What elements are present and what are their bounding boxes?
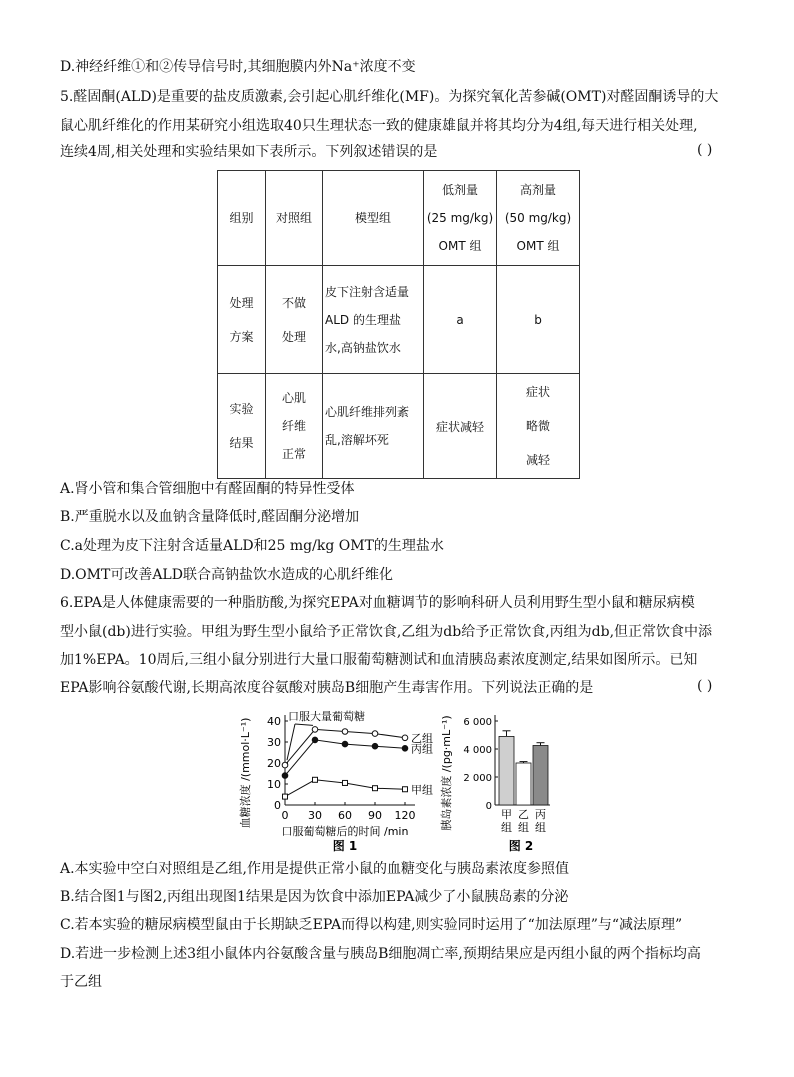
table-cell: b <box>534 312 542 327</box>
annotation-label: 口服大量葡萄糖 <box>288 710 365 723</box>
data-point <box>312 727 318 733</box>
annotation-arrow <box>295 724 313 725</box>
question-6-option-a: A.本实验中空白对照组是乙组,作用是提供正常小鼠的血糖变化与胰岛素浓度参照值 <box>60 861 570 877</box>
table-cell: 处理 方案 <box>229 295 254 344</box>
y-tick-label: 10 <box>267 778 281 791</box>
bar <box>516 763 531 805</box>
data-point <box>402 735 408 741</box>
table-cell: a <box>456 312 464 327</box>
data-point <box>283 794 288 799</box>
x-axis-label: 口服葡萄糖后的时间 /min <box>281 825 409 838</box>
y-tick-label: 40 <box>267 715 281 728</box>
y-tick-label: 4 000 <box>463 745 492 756</box>
table-cell-box <box>323 374 424 479</box>
data-point <box>282 762 288 768</box>
table-cell-box <box>424 374 497 479</box>
x-tick-label: 30 <box>308 809 322 822</box>
y-tick-label: 6 000 <box>463 717 492 728</box>
x-tick-label: 120 <box>394 809 416 822</box>
table-row-label <box>218 374 266 479</box>
y-tick-label: 0 <box>485 801 492 812</box>
data-point <box>342 741 348 747</box>
question-5-answer-blank: ( ) <box>697 142 713 158</box>
table-cell: 症状 略微 减轻 <box>525 385 550 467</box>
bar <box>533 746 548 806</box>
question-5-stem-line-1: 5.醛固酮(ALD)是重要的盐皮质激素,会引起心肌纤维化(MF)。为探究氧化苦参碱(OMT)对醛固酮诱导的大 <box>60 89 719 105</box>
y-tick-label: 20 <box>267 757 281 770</box>
table-header-high-dose <box>497 171 580 266</box>
x-tick-label: 90 <box>368 809 382 822</box>
question-4-option-d: D.神经纤维①和②传导信号时,其细胞膜内外Na⁺浓度不变 <box>60 59 416 75</box>
bar <box>499 736 514 805</box>
table-cell: 实验 结果 <box>229 402 254 450</box>
table-cell-box <box>266 266 323 374</box>
data-point <box>372 731 378 737</box>
figure-1-line-chart <box>235 708 450 853</box>
table-cell-box <box>424 266 497 374</box>
table-cell: 皮下注射含适量 ALD 的生理盐 水,高钠盐饮水 <box>325 284 410 355</box>
table-header-model <box>323 171 424 266</box>
table-cell-box <box>323 266 424 374</box>
question-6-option-c: C.若本实验的糖尿病模型鼠由于长期缺乏EPA而得以构建,则实验同时运用了“加法原理”与“减法原理” <box>60 917 683 933</box>
question-6-stem-line-3: 加1%EPA。10周后,三组小鼠分别进行大量口服葡萄糖测试和血清胰岛素浓度测定,结果如图所示。已知 <box>60 652 698 668</box>
x-tick-label: 60 <box>338 809 352 822</box>
table-cell: 不做 处理 <box>281 295 306 344</box>
question-5-option-c: C.a处理为皮下注射含适量ALD和25 mg/kg OMT的生理盐水 <box>60 538 444 554</box>
table-cell: 低剂量 (25 mg/kg) OMT 组 <box>426 183 494 253</box>
question-5-stem-line-3: 连续4周,相关处理和实验结果如下表所示。下列叙述错误的是 <box>60 144 438 160</box>
series-label: 丙组 <box>411 742 433 756</box>
figure-2-caption: 图 2 <box>508 839 534 853</box>
category-label: 甲组 <box>501 808 512 834</box>
figure-2-bar-chart <box>440 708 570 853</box>
question-6-option-d-line-2: 于乙组 <box>60 974 102 990</box>
table-cell: 高剂量 (50 mg/kg) OMT 组 <box>504 183 572 253</box>
question-5-option-a: A.肾小管和集合管细胞中有醛固酮的特异性受体 <box>60 481 355 497</box>
question-5-stem-line-2: 鼠心肌纤维化的作用某研究小组选取40只生理状态一致的健康雄鼠并将其均分为4组,每天进行相关处理, <box>60 118 698 134</box>
table-cell: 心肌 纤维 正常 <box>281 391 306 461</box>
y-tick-label: 2 000 <box>463 773 492 784</box>
data-point <box>372 743 378 749</box>
data-point <box>403 787 408 792</box>
table-header-control <box>266 171 323 266</box>
data-point <box>313 777 318 782</box>
figure-1-caption: 图 1 <box>332 839 358 853</box>
category-label: 丙组 <box>535 808 546 834</box>
question-6-stem-line-1: 6.EPA是人体健康需要的一种脂肪酸,为探究EPA对血糖调节的影响科研人员利用野生型小鼠和糖尿病模 <box>60 595 695 611</box>
category-label: 乙组 <box>518 808 529 834</box>
series-label: 乙组 <box>411 731 433 745</box>
data-point <box>343 780 348 785</box>
question-6-option-b: B.结合图1与图2,丙组出现图1结果是因为饮食中添加EPA减少了小鼠胰岛素的分泌 <box>60 889 569 905</box>
table-cell: 对照组 <box>275 211 312 225</box>
data-point <box>402 746 408 752</box>
data-point <box>373 786 378 791</box>
table-cell: 组别 <box>229 211 254 225</box>
y-tick-label: 30 <box>267 736 281 749</box>
y-tick-label: 0 <box>274 799 281 812</box>
table-cell-box <box>497 266 580 374</box>
data-point <box>312 737 318 743</box>
table-cell: 症状减轻 <box>435 419 484 434</box>
question-6-stem-line-4: EPA影响谷氨酸代谢,长期高浓度谷氨酸对胰岛B细胞产生毒害作用。下列说法正确的是 <box>60 680 594 696</box>
table-cell-box <box>266 374 323 479</box>
x-tick-label: 0 <box>281 809 289 822</box>
data-point <box>342 729 348 735</box>
table-cell: 心肌纤维排列紊 乱,溶解坏死 <box>325 405 410 447</box>
experiment-table <box>217 170 580 479</box>
y-axis-label: 胰岛素浓度 /(pg·mL⁻¹) <box>440 715 453 831</box>
question-5-option-b: B.严重脱水以及血钠含量降低时,醛固酮分泌增加 <box>60 509 360 525</box>
question-6-answer-blank: ( ) <box>697 678 713 694</box>
question-5-option-d: D.OMT可改善ALD联合高钠盐饮水造成的心肌纤维化 <box>60 567 393 583</box>
table-cell: 模型组 <box>354 211 391 225</box>
question-6-stem-line-2: 型小鼠(db)进行实验。甲组为野生型小鼠给予正常饮食,乙组为db给予正常饮食,丙组为db,但正常饮食中添 <box>60 624 713 640</box>
table-row-label <box>218 266 266 374</box>
series-label: 甲组 <box>411 783 433 797</box>
question-6-option-d-line-1: D.若进一步检测上述3组小鼠体内谷氨酸含量与胰岛B细胞凋亡率,预期结果应是丙组小鼠的两个指标均高 <box>60 946 701 962</box>
y-axis-label: 血糖浓度 /(mmol·L⁻¹) <box>239 717 252 829</box>
table-header-group <box>218 171 266 266</box>
data-point <box>282 773 288 779</box>
table-header-low-dose <box>424 171 497 266</box>
table-cell-box <box>497 374 580 479</box>
